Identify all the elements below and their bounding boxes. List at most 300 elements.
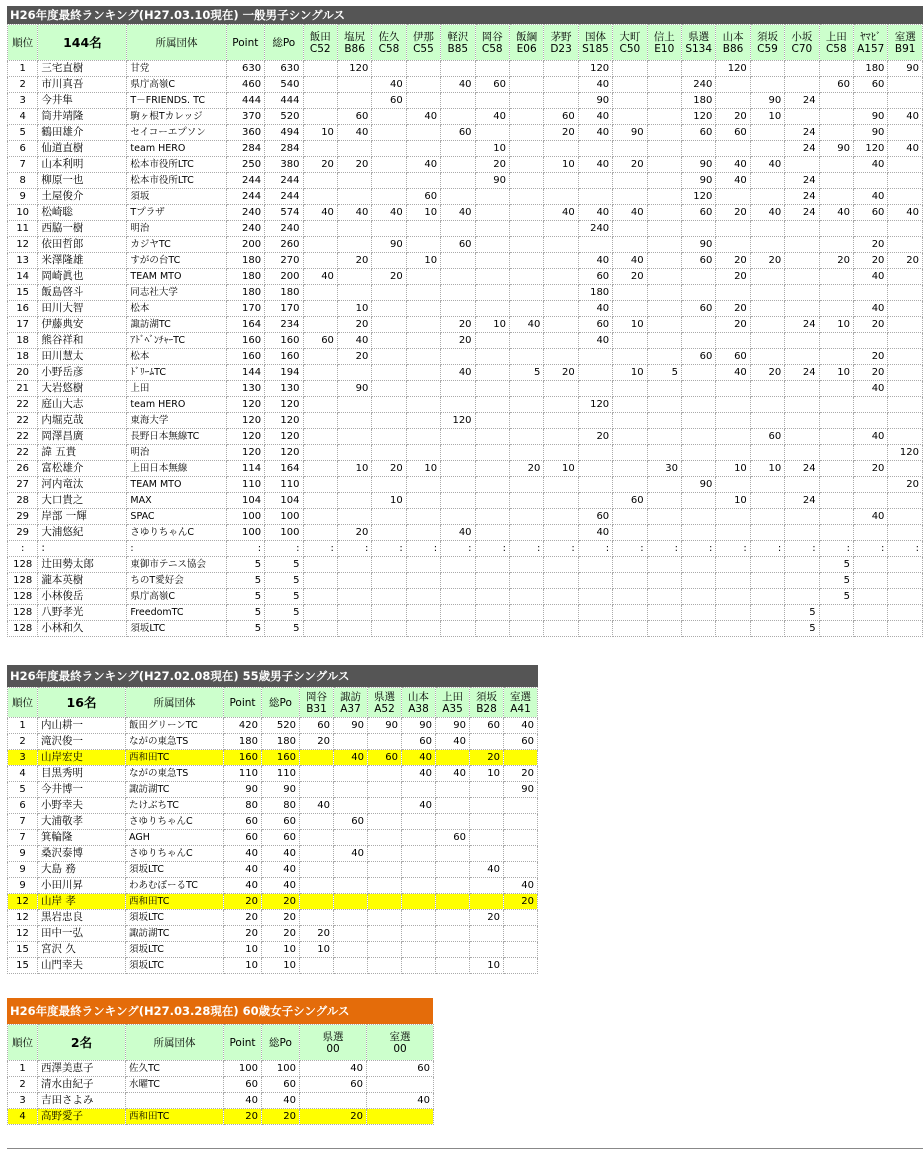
event-score: 90 — [854, 125, 888, 141]
event-score — [406, 333, 440, 349]
event-score — [406, 77, 440, 93]
event-score: 120 — [441, 413, 475, 429]
event-score — [509, 525, 543, 541]
event-score — [750, 61, 784, 77]
point-cell: 80 — [224, 798, 262, 814]
event-header — [544, 25, 578, 61]
total-cell: 234 — [265, 317, 303, 333]
event-score — [716, 573, 750, 589]
event-score: 20 — [854, 253, 888, 269]
event-score — [613, 237, 647, 253]
event-score: 60 — [854, 205, 888, 221]
event-score — [613, 557, 647, 573]
event-score — [303, 93, 337, 109]
point-cell: 630 — [226, 61, 264, 77]
event-score — [647, 269, 681, 285]
event-score — [544, 605, 578, 621]
event-score: 10 — [819, 317, 853, 333]
point-cell: 370 — [226, 109, 264, 125]
event-score — [509, 413, 543, 429]
rank-cell: 17 — [8, 317, 38, 333]
event-score — [544, 141, 578, 157]
event-score — [750, 557, 784, 573]
club-name: 須坂LTC — [126, 910, 224, 926]
club-name: 飯田グリーンTC — [126, 718, 224, 734]
event-grade: C58 — [481, 42, 503, 55]
event-score — [406, 61, 440, 77]
event-score — [300, 878, 334, 894]
player-name: 依田哲郎 — [38, 237, 127, 253]
event-score — [854, 285, 888, 301]
total-cell: 60 — [262, 1077, 300, 1093]
event-score — [475, 573, 509, 589]
event-score — [300, 846, 334, 862]
event-score — [716, 237, 750, 253]
total-cell: 520 — [265, 109, 303, 125]
point-cell: 104 — [226, 493, 264, 509]
event-score — [613, 589, 647, 605]
event-score — [681, 413, 715, 429]
event-score: 40 — [337, 333, 371, 349]
player-name: 小田川昇 — [38, 878, 126, 894]
event-score — [613, 381, 647, 397]
total-cell: 5 — [265, 621, 303, 637]
club-name: 県庁高嶺C — [127, 77, 226, 93]
event-score — [406, 525, 440, 541]
player-name: 小野幸夫 — [38, 798, 126, 814]
event-score: 40 — [578, 125, 612, 141]
rank-cell: 22 — [8, 445, 38, 461]
event-score — [441, 461, 475, 477]
event-score: 60 — [750, 429, 784, 445]
rank-header: 順位 — [8, 1025, 38, 1061]
event-score: : — [578, 541, 612, 557]
event-score — [436, 750, 470, 766]
event-score — [504, 926, 538, 942]
event-score — [475, 253, 509, 269]
event-score: 90 — [372, 237, 406, 253]
club-name: T－FRIENDS. TC — [127, 93, 226, 109]
event-score: 20 — [441, 317, 475, 333]
player-name: 大浦悠紀 — [38, 525, 127, 541]
event-header — [402, 688, 436, 718]
event-score — [300, 894, 334, 910]
event-score — [303, 317, 337, 333]
event-score: 20 — [300, 734, 334, 750]
event-score — [303, 365, 337, 381]
event-score: 24 — [785, 93, 819, 109]
event-score — [716, 189, 750, 205]
event-score — [337, 365, 371, 381]
point-cell: 120 — [226, 429, 264, 445]
event-score — [888, 125, 923, 141]
player-name: 大口貴之 — [38, 493, 127, 509]
event-score — [854, 397, 888, 413]
event-score: 60 — [613, 493, 647, 509]
event-score — [475, 413, 509, 429]
event-score — [372, 621, 406, 637]
event-grade: E06 — [516, 42, 537, 55]
event-score: : — [544, 541, 578, 557]
event-score: 20 — [716, 317, 750, 333]
event-score — [819, 285, 853, 301]
event-score — [716, 621, 750, 637]
event-score — [854, 525, 888, 541]
event-score — [504, 846, 538, 862]
event-score — [854, 477, 888, 493]
event-score — [509, 333, 543, 349]
event-score — [406, 141, 440, 157]
event-score — [785, 157, 819, 173]
player-name: 小林俊岳 — [38, 589, 127, 605]
event-score — [300, 782, 334, 798]
header-row — [8, 25, 923, 61]
event-score: : — [785, 541, 819, 557]
table-row — [8, 621, 923, 637]
event-score — [613, 573, 647, 589]
event-score: : — [613, 541, 647, 557]
event-score: 60 — [854, 77, 888, 93]
event-score — [372, 477, 406, 493]
event-grade: A38 — [408, 702, 429, 715]
event-score — [303, 397, 337, 413]
event-score — [750, 621, 784, 637]
event-score: 10 — [750, 109, 784, 125]
event-score: 120 — [854, 141, 888, 157]
event-score — [544, 317, 578, 333]
event-score — [337, 589, 371, 605]
event-score — [613, 605, 647, 621]
rank-cell: 2 — [8, 734, 38, 750]
event-score: 60 — [504, 734, 538, 750]
player-name: 諱 五貴 — [38, 445, 127, 461]
event-score — [716, 605, 750, 621]
total-cell: 180 — [265, 285, 303, 301]
event-score: 10 — [475, 317, 509, 333]
rank-cell: 128 — [8, 621, 38, 637]
event-score: : — [441, 541, 475, 557]
event-score — [504, 942, 538, 958]
event-score — [544, 381, 578, 397]
event-score: 90 — [436, 718, 470, 734]
event-score: 20 — [300, 1109, 367, 1125]
event-score — [888, 93, 923, 109]
event-score — [441, 445, 475, 461]
event-score — [475, 461, 509, 477]
event-score — [681, 269, 715, 285]
event-header — [716, 25, 750, 61]
event-score — [750, 237, 784, 253]
event-score — [436, 942, 470, 958]
event-header — [578, 25, 612, 61]
table-row — [8, 1109, 434, 1125]
event-score — [372, 333, 406, 349]
event-score — [475, 221, 509, 237]
event-grade: 00 — [326, 1042, 340, 1055]
event-score — [785, 525, 819, 541]
event-header — [504, 688, 538, 718]
total-cell: 574 — [265, 205, 303, 221]
event-score: 10 — [406, 205, 440, 221]
club-header: 所属団体 — [127, 25, 226, 61]
table-row — [8, 942, 538, 958]
total-cell: 80 — [262, 798, 300, 814]
event-score — [647, 205, 681, 221]
event-score: 5 — [819, 573, 853, 589]
event-score — [372, 573, 406, 589]
event-score — [441, 349, 475, 365]
event-score — [368, 766, 402, 782]
event-score — [819, 445, 853, 461]
event-score: 60 — [470, 718, 504, 734]
event-score — [475, 189, 509, 205]
event-score: 40 — [436, 766, 470, 782]
event-score: 40 — [406, 157, 440, 173]
event-score — [475, 477, 509, 493]
event-score — [372, 605, 406, 621]
player-name: : — [38, 541, 127, 557]
event-score — [750, 413, 784, 429]
event-name: 県選 — [322, 1030, 344, 1043]
event-score — [854, 621, 888, 637]
event-score — [509, 445, 543, 461]
event-score: 40 — [509, 317, 543, 333]
table-header — [8, 25, 923, 61]
event-score — [750, 381, 784, 397]
event-score — [750, 573, 784, 589]
event-score: 40 — [750, 205, 784, 221]
event-score — [647, 589, 681, 605]
club-name: SPAC — [127, 509, 226, 525]
event-score — [441, 253, 475, 269]
event-score — [819, 493, 853, 509]
event-score — [436, 878, 470, 894]
event-score: 40 — [819, 205, 853, 221]
player-name: 清水由紀子 — [38, 1077, 126, 1093]
event-score — [750, 189, 784, 205]
event-score — [509, 205, 543, 221]
event-score: 40 — [854, 429, 888, 445]
event-score — [441, 429, 475, 445]
rank-cell: 13 — [8, 253, 38, 269]
event-grade: C58 — [378, 42, 400, 55]
event-score — [441, 157, 475, 173]
event-score: 40 — [578, 525, 612, 541]
player-name: 田川慧太 — [38, 349, 127, 365]
event-name: 軽沢 — [447, 30, 469, 43]
event-score — [888, 413, 923, 429]
club-header: 所属団体 — [126, 688, 224, 718]
event-score: 20 — [470, 910, 504, 926]
event-score: 40 — [337, 125, 371, 141]
table-row — [8, 477, 923, 493]
event-score — [785, 109, 819, 125]
club-name: 須坂LTC — [126, 958, 224, 974]
event-score — [578, 493, 612, 509]
rank-cell: 8 — [8, 173, 38, 189]
point-cell: 60 — [224, 830, 262, 846]
rank-cell: 27 — [8, 477, 38, 493]
event-score — [368, 926, 402, 942]
event-score — [544, 269, 578, 285]
event-score — [406, 413, 440, 429]
event-score — [441, 221, 475, 237]
event-score — [785, 61, 819, 77]
point-cell: 120 — [226, 397, 264, 413]
club-name: Tプラザ — [127, 205, 226, 221]
event-score — [544, 477, 578, 493]
event-score — [303, 525, 337, 541]
point-header: Point — [224, 1025, 262, 1061]
total-header: 総Po — [262, 688, 300, 718]
bottom-divider — [7, 1148, 923, 1149]
total-cell: 90 — [262, 782, 300, 798]
event-score: 60 — [578, 269, 612, 285]
event-score: 20 — [337, 525, 371, 541]
event-score — [544, 525, 578, 541]
player-name: 筒井靖隆 — [38, 109, 127, 125]
event-header — [750, 25, 784, 61]
event-score — [402, 862, 436, 878]
event-name: 室選 — [389, 1030, 411, 1043]
point-cell: 240 — [226, 221, 264, 237]
event-name: 茅野 — [550, 30, 572, 43]
event-score — [613, 285, 647, 301]
event-score — [509, 269, 543, 285]
event-score: 24 — [785, 125, 819, 141]
header-row — [8, 1025, 434, 1061]
total-cell: 104 — [265, 493, 303, 509]
ranking-section-women60 — [7, 998, 433, 1125]
event-score: 24 — [785, 493, 819, 509]
event-score — [372, 157, 406, 173]
event-score — [854, 333, 888, 349]
player-name: 高野愛子 — [38, 1109, 126, 1125]
event-score — [367, 1077, 434, 1093]
event-score — [647, 237, 681, 253]
event-score — [578, 365, 612, 381]
event-score — [509, 397, 543, 413]
rank-cell: 22 — [8, 429, 38, 445]
event-score — [509, 253, 543, 269]
event-score: 90 — [888, 61, 923, 77]
rank-cell: 9 — [8, 878, 38, 894]
rank-cell: 2 — [8, 77, 38, 93]
rank-cell: 14 — [8, 269, 38, 285]
table-row — [8, 141, 923, 157]
event-score — [785, 253, 819, 269]
event-score — [436, 798, 470, 814]
event-header — [819, 25, 853, 61]
point-cell: 20 — [224, 910, 262, 926]
event-score: 20 — [544, 365, 578, 381]
event-score — [785, 77, 819, 93]
point-cell: 90 — [224, 782, 262, 798]
event-score — [303, 557, 337, 573]
event-score — [475, 429, 509, 445]
event-score: 40 — [716, 365, 750, 381]
club-name: 東御市テニス協会 — [127, 557, 226, 573]
event-score — [888, 269, 923, 285]
table-row — [8, 237, 923, 253]
event-score — [681, 461, 715, 477]
event-score — [475, 365, 509, 381]
event-score — [406, 221, 440, 237]
total-cell: 164 — [265, 461, 303, 477]
event-score — [716, 381, 750, 397]
club-name: 西和田TC — [126, 1109, 224, 1125]
event-score — [681, 333, 715, 349]
player-count: 16名 — [38, 688, 126, 718]
event-score — [509, 141, 543, 157]
club-name: 松本市役所LTC — [127, 157, 226, 173]
event-score — [544, 413, 578, 429]
event-score — [578, 381, 612, 397]
event-score — [470, 782, 504, 798]
event-score — [368, 878, 402, 894]
event-score: 20 — [854, 349, 888, 365]
event-score — [300, 766, 334, 782]
point-cell: : — [226, 541, 264, 557]
event-score: 30 — [647, 461, 681, 477]
event-score — [681, 445, 715, 461]
event-score: 20 — [470, 750, 504, 766]
table-row — [8, 397, 923, 413]
event-score — [441, 589, 475, 605]
event-score — [819, 605, 853, 621]
event-score — [303, 173, 337, 189]
event-score — [544, 333, 578, 349]
event-header — [368, 688, 402, 718]
table-body — [8, 1061, 434, 1125]
event-grade: S185 — [582, 42, 609, 55]
event-score: 40 — [578, 77, 612, 93]
point-cell: 120 — [226, 413, 264, 429]
event-score: 90 — [681, 173, 715, 189]
event-score: 40 — [578, 157, 612, 173]
event-score — [509, 429, 543, 445]
total-cell: 270 — [265, 253, 303, 269]
table-row — [8, 766, 538, 782]
event-score: 60 — [300, 718, 334, 734]
event-score — [888, 173, 923, 189]
event-score — [509, 125, 543, 141]
event-header — [475, 25, 509, 61]
event-score: 20 — [337, 253, 371, 269]
event-score — [475, 269, 509, 285]
event-score — [470, 814, 504, 830]
event-score — [750, 173, 784, 189]
event-score: 120 — [716, 61, 750, 77]
event-score: 10 — [406, 253, 440, 269]
rank-cell: 12 — [8, 926, 38, 942]
club-name: 須坂 — [127, 189, 226, 205]
event-score — [436, 846, 470, 862]
player-name: 岸部 一輝 — [38, 509, 127, 525]
event-header — [785, 25, 819, 61]
table-row — [8, 750, 538, 766]
point-cell: 284 — [226, 141, 264, 157]
event-score: 40 — [406, 109, 440, 125]
event-score — [441, 477, 475, 493]
event-score — [888, 301, 923, 317]
event-score — [436, 910, 470, 926]
table-row — [8, 365, 923, 381]
event-score: 20 — [750, 365, 784, 381]
ranking-table — [7, 24, 923, 637]
event-score: 90 — [681, 477, 715, 493]
event-score — [337, 429, 371, 445]
